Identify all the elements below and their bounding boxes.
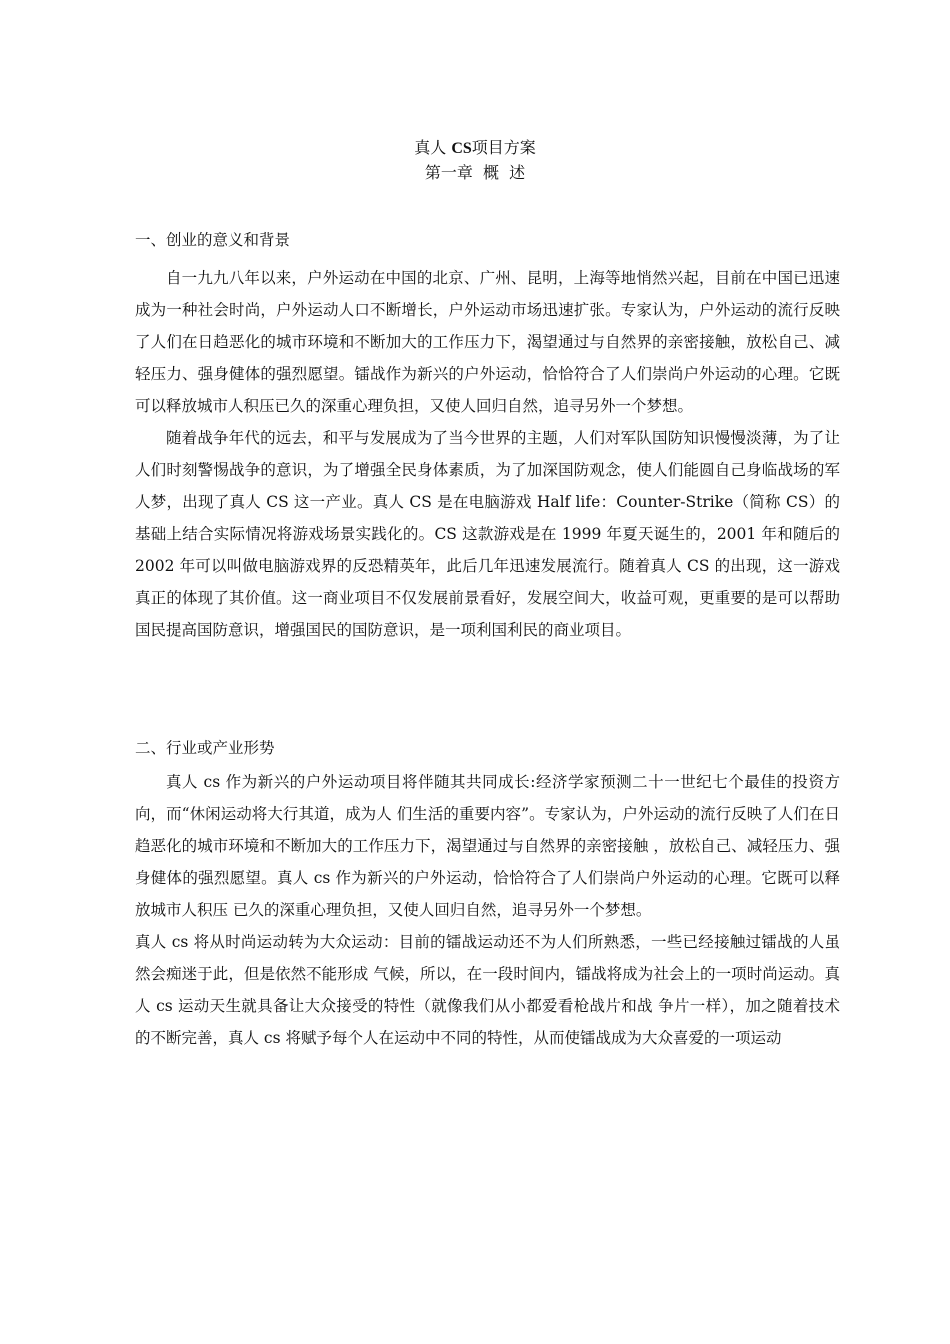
section-2-paragraph-1: 真人 cs 作为新兴的户外运动项目将伴随其共同成长:经济学家预测二十一世纪七个最佳的投资方向，而“休闲运动将大行其道，成为人 们生活的重要内容”。专家认为，户外运动的流行反映了人们在日趋恶化的城市环境和不断加大的工作压力下，渴望通过与自然界的亲密接触 ，放松自己、减轻压力、强身健体的强烈愿望。真人 cs 作为新兴的户外运动，恰恰符合了人们崇尚户外运动的心理。它既可以释放城市人积压 已久的深重心理负担，又使人回归自然，追寻另外一个梦想。 [135,773,840,919]
title-prefix: 真人 [414,138,447,157]
section-1 [135,228,840,646]
title-suffix: 项目方案 [471,138,536,157]
chapter-title: 第一章 概 述 [424,163,526,182]
title-bold: CS [451,140,472,157]
section-2-heading: 二、行业或产业形势 [135,739,275,757]
section-2 [135,736,840,1054]
section-2-paragraph-2: 真人 cs 将从时尚运动转为大众运动：目前的镭战运动还不为人们所熟悉，一些已经接触过镭战的人虽然会痴迷于此，但是依然不能形成 气候，所以，在一段时间内，镭战将成为社会上的一项时尚运动。真人 cs 运动天生就具备让大众接受的特性（就像我们从小都爱看枪战片和战 争片一样），加之随着技术的不断完善，真人 cs 将赋予每个人在运动中不同的特性，从而使镭战成为大众喜爱的一项运动 [135,933,840,1047]
section-1-paragraph-1: 自一九九八年以来，户外运动在中国的北京、广州、昆明，上海等地悄然兴起，目前在中国已迅速成为一种社会时尚，户外运动人口不断增长，户外运动市场迅速扩张。专家认为，户外运动的流行反映了人们在日趋恶化的城市环境和不断加大的工作压力下，渴望通过与自然界的亲密接触，放松自己、减轻压力、强身健体的强烈愿望。镭战作为新兴的户外运动，恰恰符合了人们崇尚户外运动的心理。它既可以释放城市人积压已久的深重心理负担，又使人回归自然，追寻另外一个梦想。 [135,269,840,415]
section-1-paragraph-2: 随着战争年代的远去，和平与发展成为了当今世界的主题，人们对军队国防知识慢慢淡薄，为了让人们时刻警惕战争的意识，为了增强全民身体素质，为了加深国防观念，使人们能圆自己身临战场的军人梦，出现了真人 CS 这一产业。真人 CS 是在电脑游戏 Half life：Counter-Strike（简称 CS）的基础上结合实际情况将游戏场景实践化的。CS 这款游戏是在 1999 年夏天诞生的，2001 年和随后的 2002 年可以叫做电脑游戏界的反恐精英年，此后几年迅速发展流行。随着真人 CS 的出现，这一游戏真正的体现了其价值。这一商业项目不仅发展前景看好，发展空间大，收益可观，更重要的是可以帮助国民提高国防意识，增强国民的国防意识，是一项利国利民的商业项目。 [135,429,840,639]
title-block [0,136,950,185]
section-1-heading: 一、创业的意义和背景 [135,231,291,249]
document-title [0,136,950,161]
